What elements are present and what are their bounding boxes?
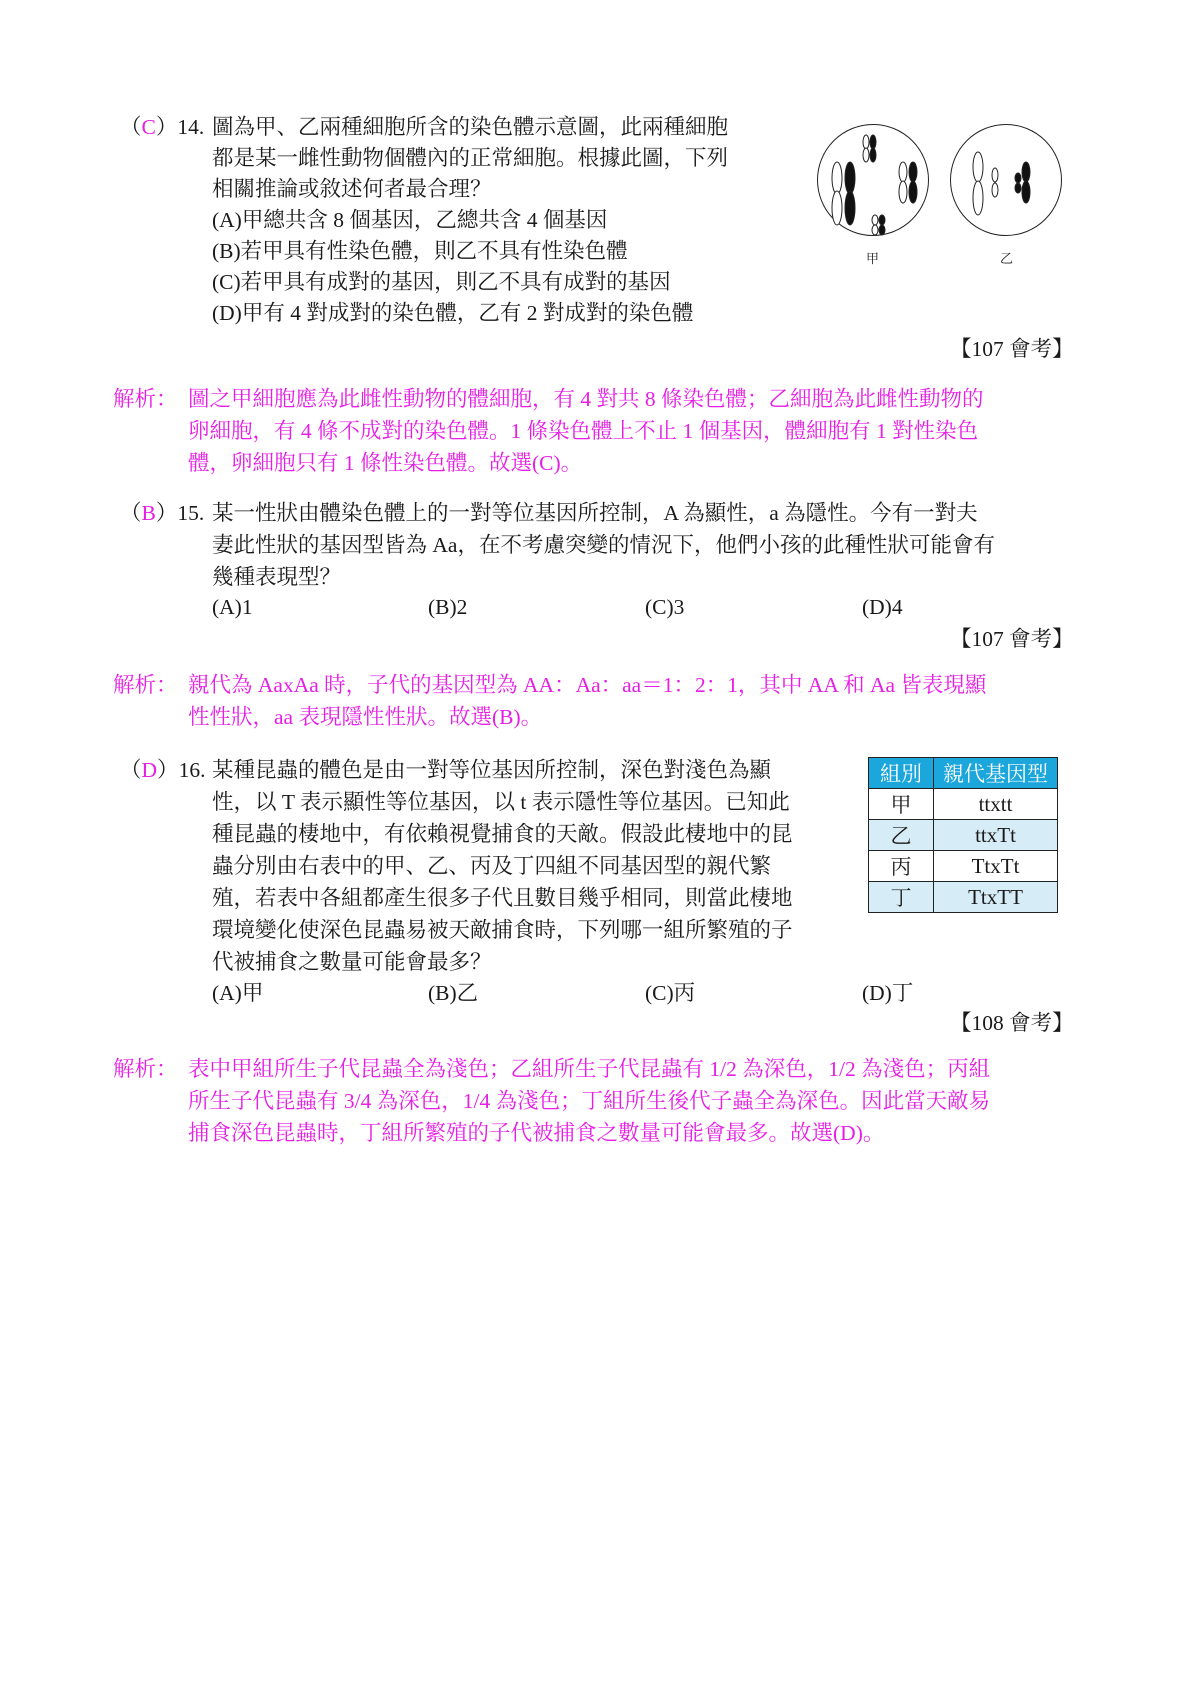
figure-label-yi: 乙 (1000, 252, 1014, 267)
option-d: (D)丁 (862, 981, 914, 1005)
figure-label-jia: 甲 (866, 252, 880, 267)
option-a: (A)甲 (212, 981, 264, 1005)
option-c: (C)3 (645, 595, 685, 619)
chromosome-shapes-icon (815, 120, 1075, 250)
table-cell: ttxTt (934, 820, 1058, 851)
question-stem-line: 相關推論或敘述何者最合理？ (212, 177, 492, 201)
explanation-line: 捕食深色昆蟲時，丁組所繁殖的子代被捕食之數量可能會最多。故選(D)。 (188, 1121, 885, 1145)
table-row (869, 851, 1058, 882)
question-stem-line: 殖，若表中各組都產生很多子代且數目幾乎相同，則當此棲地 (212, 886, 793, 910)
table-cell: TtxTT (934, 882, 1058, 913)
question-number: 15. (177, 501, 205, 525)
question-stem-line: 某種昆蟲的體色是由一對等位基因所控制，深色對淺色為顯 (212, 758, 772, 782)
explanation-line: 表中甲組所生子代昆蟲全為淺色；乙組所生子代昆蟲有 1/2 為深色，1/2 為淺色；丙組 (188, 1057, 991, 1081)
answer-letter: D (141, 758, 158, 782)
source-tag: 【107 會考】 (950, 337, 1074, 361)
question-stem-line: 幾種表現型？ (212, 565, 342, 589)
source-tag: 【108 會考】 (950, 1011, 1074, 1035)
table-header: 親代基因型 (934, 758, 1058, 789)
question-stem-line: 圖為甲、乙兩種細胞所含的染色體示意圖，此兩種細胞 (212, 115, 729, 139)
answer-letter: C (141, 115, 156, 139)
explanation-line: 圖之甲細胞應為此雌性動物的體細胞，有 4 對共 8 條染色體；乙細胞為此雌性動物的 (188, 387, 984, 411)
option-c: (C)丙 (645, 981, 696, 1005)
option-d: (D)4 (862, 595, 903, 619)
explanation-label: 解析： (113, 1057, 178, 1081)
question-prefix: （D）16. (120, 758, 206, 782)
question-stem-line: 種昆蟲的棲地中，有依賴視覺捕食的天敵。假設此棲地中的昆 (212, 822, 793, 846)
table-row (869, 882, 1058, 913)
source-tag: 【107 會考】 (950, 627, 1074, 651)
question-number: 16. (178, 758, 206, 782)
table-cell: 乙 (869, 820, 934, 851)
table-header: 組別 (869, 758, 934, 789)
explanation-line: 卵細胞，有 4 條不成對的染色體。1 條染色體上不止 1 個基因，體細胞有 1 對性染色 (188, 419, 979, 443)
question-prefix: （C）14. (120, 115, 205, 139)
option-a: (A)1 (212, 595, 253, 619)
question-prefix: （B）15. (120, 501, 205, 525)
table-cell: 丁 (869, 882, 934, 913)
question-stem-line: 蟲分別由右表中的甲、乙、丙及丁四組不同基因型的親代繁 (212, 854, 772, 878)
explanation-line: 親代為 AaxAa 時，子代的基因型為 AA：Aa：aa＝1：2：1，其中 AA 和 Aa 皆表現顯 (188, 673, 987, 697)
table-header-row (869, 758, 1058, 789)
option-a: (A)甲總共含 8 個基因，乙總共含 4 個基因 (212, 208, 608, 232)
table-cell: TtxTt (934, 851, 1058, 882)
explanation-line: 體，卵細胞只有 1 條性染色體。故選(C)。 (188, 451, 583, 475)
table-cell: 丙 (869, 851, 934, 882)
chromosome-diagram-icon (815, 120, 1075, 270)
question-stem-line: 性，以 T 表示顯性等位基因，以 t 表示隱性等位基因。已知此 (212, 790, 790, 814)
table-row (869, 789, 1058, 820)
genotype-table (868, 757, 1058, 913)
explanation-label: 解析： (113, 673, 178, 697)
option-b: (B)若甲具有性染色體，則乙不具有性染色體 (212, 239, 628, 263)
question-stem-line: 代被捕食之數量可能會最多？ (212, 950, 492, 974)
answer-letter: B (141, 501, 156, 525)
table-row (869, 820, 1058, 851)
option-d: (D)甲有 4 對成對的染色體，乙有 2 對成對的染色體 (212, 301, 694, 325)
explanation-line: 所生子代昆蟲有 3/4 為深色，1/4 為淺色；丁組所生後代子蟲全為深色。因此當天敵易 (188, 1089, 991, 1113)
explanation-label: 解析： (113, 387, 178, 411)
option-b: (B)2 (428, 595, 468, 619)
question-number: 14. (177, 115, 205, 139)
question-stem-line: 都是某一雌性動物個體內的正常細胞。根據此圖，下列 (212, 146, 729, 170)
table-cell: ttxtt (934, 789, 1058, 820)
question-stem-line: 妻此性狀的基因型皆為 Aa，在不考慮突變的情況下，他們小孩的此種性狀可能會有 (212, 533, 995, 557)
option-b: (B)乙 (428, 981, 479, 1005)
question-stem-line: 環境變化使深色昆蟲易被天敵捕食時，下列哪一組所繁殖的子 (212, 918, 793, 942)
table-cell: 甲 (869, 789, 934, 820)
question-stem-line: 某一性狀由體染色體上的一對等位基因所控制，A 為顯性，a 為隱性。今有一對夫 (212, 501, 978, 525)
option-c: (C)若甲具有成對的基因，則乙不具有成對的基因 (212, 270, 671, 294)
explanation-line: 性性狀，aa 表現隱性性狀。故選(B)。 (188, 705, 543, 729)
